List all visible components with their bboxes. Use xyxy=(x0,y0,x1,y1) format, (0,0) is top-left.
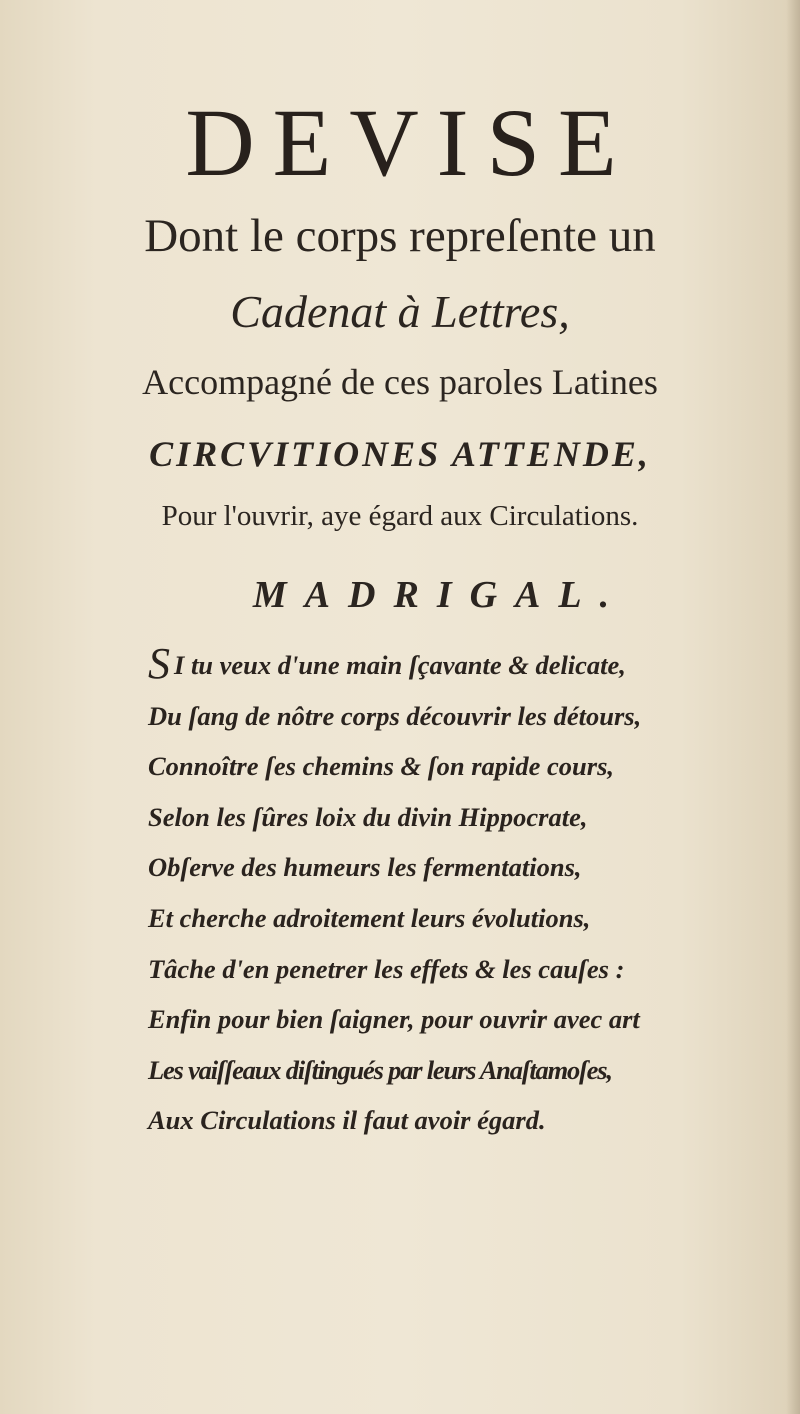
poem-line-2: Du ſang de nôtre corps découvrir les détours, xyxy=(148,700,642,731)
poem-line-7: Tâche d'en penetrer les effets & les cauſes : xyxy=(148,953,625,984)
poem-line-8: Enfin pour bien ſaigner, pour ouvrir avec art xyxy=(148,1004,640,1035)
madrigal-heading: MADRIGAL. xyxy=(252,574,628,616)
subtitle-line-1: Dont le corps repreſente un xyxy=(144,210,656,262)
page-title: DEVISE xyxy=(185,89,635,196)
drop-cap: S xyxy=(148,639,170,688)
poem-line-9: Les vaiſſeaux diſtingués par leurs Anaſtamoſes, xyxy=(148,1054,612,1085)
poem-line-4: Selon les ſûres loix du divin Hippocrate, xyxy=(148,801,588,832)
subtitle-line-2: Cadenat à Lettres, xyxy=(230,286,570,337)
poem-line-3: Connoître ſes chemins & ſon rapide cours, xyxy=(148,751,615,782)
poem-line-5: Obſerve des humeurs les fermentations, xyxy=(148,852,582,883)
latin-motto: CIRCVITIONES ATTENDE, xyxy=(149,434,651,474)
madrigal-poem xyxy=(148,640,778,1146)
subtitle-line-3: Accompagné de ces paroles Latines xyxy=(142,362,658,402)
poem-line-1 xyxy=(148,640,778,691)
poem-line-6: Et cherche adroitement leurs évolutions, xyxy=(148,902,591,933)
subtitle-line-5: Pour l'ouvrir, aye égard aux Circulations. xyxy=(161,500,639,532)
poem-line-1-text: I tu veux d'une main ſçavante & delicate, xyxy=(174,650,626,680)
poem-line-10: Aux Circulations il faut avoir égard. xyxy=(148,1105,546,1136)
